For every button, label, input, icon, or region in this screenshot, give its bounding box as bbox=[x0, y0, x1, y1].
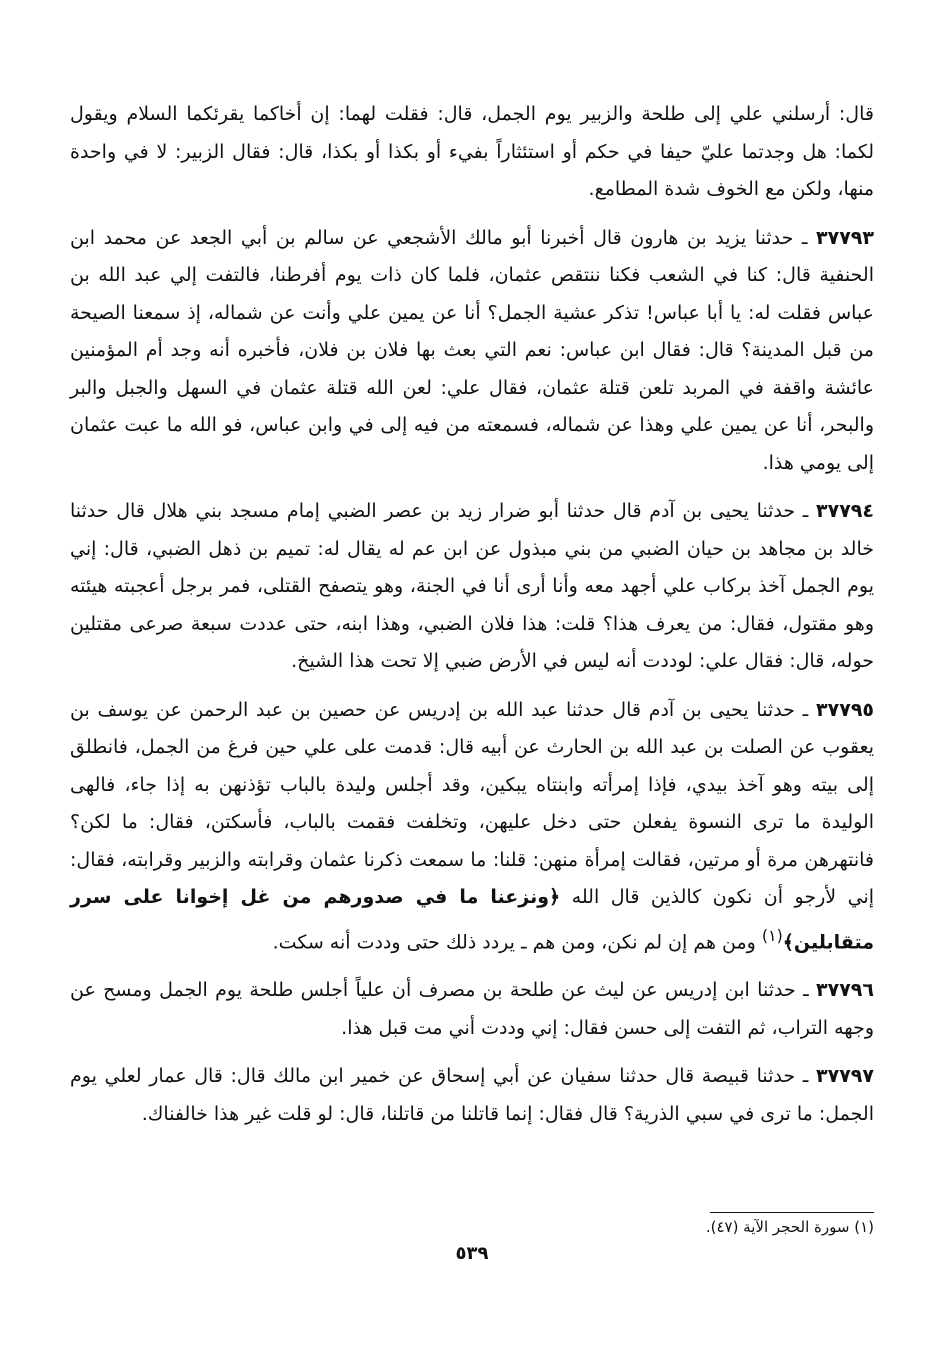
hadith-text: ـ حدثنا يحيى بن آدم قال حدثنا أبو ضرار زيد بن عصر الضبي إمام مسجد بني هلال قال حدثنا خالد بن مجاهد بن حيان الضبي من بني مبذول عن ابن عم له يقال له: تميم بن ذهل الضبي، قال: إني يوم الجمل آخذ بركاب علي أجهد معه وأنا أرى أنا في الجنة، وهو يتصفح القتلى، فمر برجل أعجبته هيئته وهو مقتول، فقال: من يعرف هذا؟ قلت: هذا فلان الضبي، وهذا ابنه، حتى عددت سبعة صرعى مقتلين حوله، قال: فقال علي: لوددت أنه ليس في الأرض ضبي إلا تحت هذا الشيخ. bbox=[70, 500, 874, 672]
hadith-number: ٣٧٧٩٧ bbox=[816, 1065, 874, 1088]
hadith-number: ٣٧٧٩٥ bbox=[816, 698, 875, 721]
hadith-text: ـ حدثنا قبيصة قال حدثنا سفيان عن أبي إسحاق عن خمير ابن مالك قال: قال عمار لعلي يوم الجمل: ما ترى في سبي الذرية؟ قال فقال: إنما قاتلنا من قاتلنا، قال: لو قلت غير هذا خالفناك. bbox=[70, 1065, 874, 1125]
paragraph-intro bbox=[70, 96, 874, 209]
hadith-text-tail: ومن هم إن لم نكن، ومن هم ـ يردد ذلك حتى وددت أنه سكت. bbox=[272, 930, 756, 953]
paragraph-text: قال: أرسلني علي إلى طلحة والزبير يوم الجمل، قال: فقلت لهما: إن أخاكما يقرئكما السلام ويقول لكما: هل وجدتما عليّ حيفا في حكم أو استئثاراً بفيء أو بكذا أو بكذا، قال: فقال الزبير: لا في واحدة منها، ولكن مع الخوف شدة المطامع. bbox=[70, 103, 874, 200]
hadith-text: ـ حدثنا يزيد بن هارون قال أخبرنا أبو مالك الأشجعي عن سالم بن أبي الجعد عن محمد ابن الحنفية قال: كنا في الشعب فكنا ننتقص عثمان، فلما كان ذات يوم أفرطنا، فالتفت إلي عبد الله بن عباس فقلت له: يا أبا عباس! تذكر عشية الجمل؟ أنا عن يمين علي وأنت عن شماله، إذ سمعنا الصيحة من قبل المدينة؟ قال: فقال ابن عباس: نعم التي بعث بها فلان بن فلان، فأخبره أنه وجد أم المؤمنين عائشة واقفة في المربد تلعن قتلة عثمان، فقال علي: لعن الله قتلة عثمان في السهل والجبل والبر والبحر، أنا عن يمين علي وهذا عن شماله، فسمعته من فيه إلى في وابن عباس، فو الله ما عبت عثمان إلى يومي هذا. bbox=[70, 226, 874, 474]
hadith-37796 bbox=[70, 972, 874, 1047]
hadith-number: ٣٧٧٩٦ bbox=[816, 979, 874, 1002]
hadith-text: ـ حدثنا يحيى بن آدم قال حدثنا عبد الله بن إدريس عن حصين بن عبد الرحمن عن يوسف بن يعقوب عن الصلت بن عبد الله بن الحارث عن أبيه قال: قدمت على علي حين فرغ من الجمل، فانطلق إلى بيته وهو آخذ بيدي، فإذا إمرأته وابنتاه يبكين، وقد أجلس وليدة بالباب تؤذنهن به إذا جاء، فالهى الوليدة ما ترى النسوة يفعلن حتى دخل عليهن، وتخلفت فقمت بالباب، فأسكتن، فقال: ما لكن؟ فانتهرهن مرة أو مرتين، فقالت إمرأة منهن: قلنا: ما سمعت ذكرنا عثمان وقرابته والزبير وقرابته، فقال: إني لأرجو أن نكون كالذين قال الله bbox=[70, 698, 875, 908]
footnote-divider bbox=[710, 1212, 874, 1213]
hadith-37797 bbox=[70, 1058, 874, 1133]
hadith-number: ٣٧٧٩٣ bbox=[816, 226, 874, 249]
quran-verse: ﴿ونزعنا ما في صدورهم من غل إخوانا على سرر متقابلين﴾ bbox=[70, 886, 874, 953]
hadith-37794 bbox=[70, 493, 874, 681]
hadith-37793 bbox=[70, 220, 874, 483]
hadith-37795 bbox=[70, 692, 874, 962]
footnote: (١) سورة الحجر الآية (٤٧). bbox=[705, 1218, 874, 1236]
footnote-reference[interactable]: (١) bbox=[761, 925, 783, 945]
hadith-text: ـ حدثنا ابن إدريس عن ليث عن طلحة بن مصرف أن علياً أجلس طلحة يوم الجمل ومسح عن وجهه التراب، ثم التفت إلى حسن فقال: إني وددت أني مت قبل هذا. bbox=[70, 979, 874, 1039]
hadith-number: ٣٧٧٩٤ bbox=[816, 500, 874, 522]
page-number: ٥٣٩ bbox=[455, 1243, 489, 1264]
